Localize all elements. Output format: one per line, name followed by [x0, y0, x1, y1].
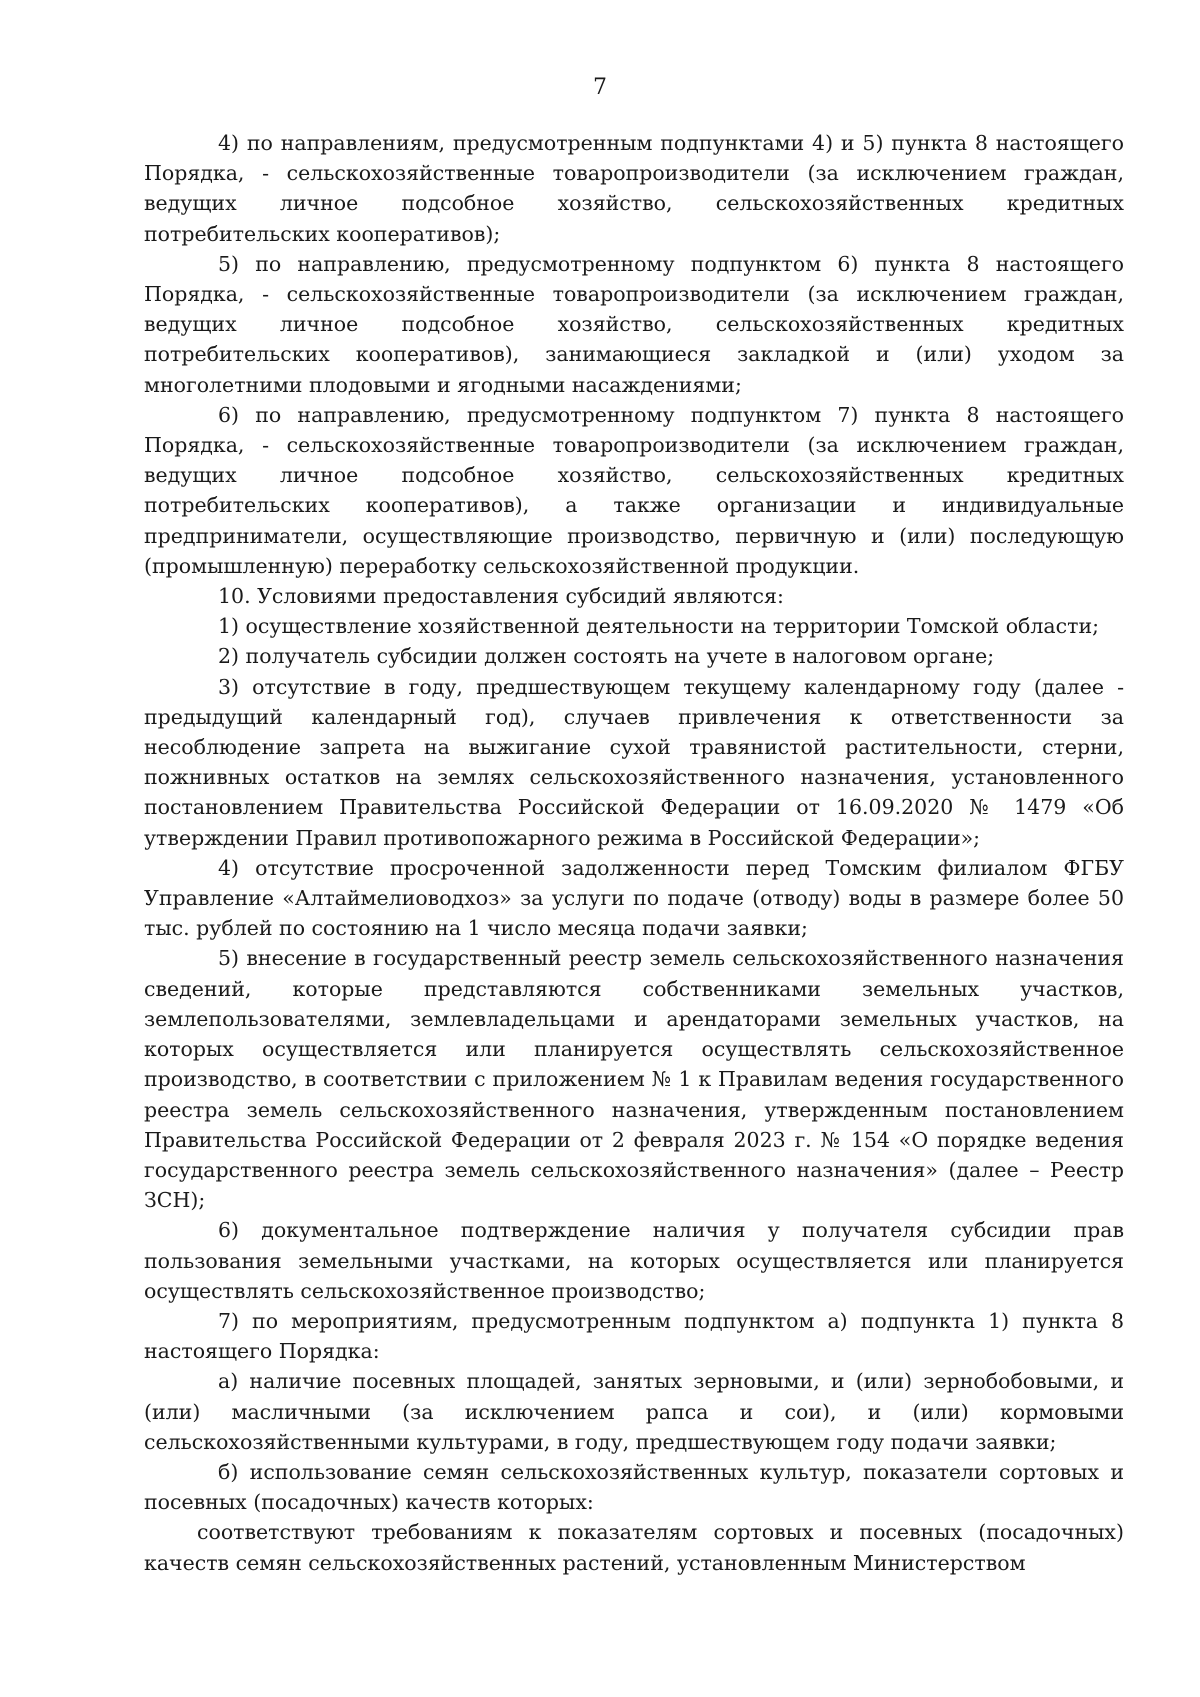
- condition-1: 1) осуществление хозяйственной деятельности на территории Томской области;: [218, 614, 1100, 639]
- condition-7-a: а) наличие посевных площадей, занятых зерновыми, и (или) зернобобовыми, и (или) масличными (за исключением рапса и сои), и (или) кормовыми сельскохозяйственными культурами, в году, предшествующем году подачи заявки;: [144, 1369, 1124, 1454]
- paragraph-6-recipients: 6) по направлению, предусмотренному подпунктом 7) пункта 8 настоящего Порядка, - сельскохозяйственные товаропроизводители (за исключением граждан, ведущих личное подсобное хозяйство, сельскохозяйственных кредитных потребительских кооперативов), а также организации и индивидуальные предприниматели, осуществляющие производство, первичную и (или) последующую (промышленную) переработку сельскохозяйственной продукции.: [144, 402, 1124, 578]
- condition-6: 6) документальное подтверждение наличия у получателя субсидии прав пользования земельными участками, на которых осуществляется или планируется осуществлять сельскохозяйственное производство;: [144, 1218, 1124, 1303]
- condition-7-b-continuation: соответствуют требованиям к показателям сортовых и посевных (посадочных) качеств семян сельскохозяйственных растений, установленным Министерством: [144, 1520, 1124, 1575]
- section-10-heading: 10. Условиями предоставления субсидий являются:: [218, 584, 784, 609]
- condition-5: 5) внесение в государственный реестр земель сельскохозяйственного назначения сведений, которые представляются собственниками земельных участков, землепользователями, землевладельцами и арендаторами земельных участков, на которых осуществляется или планируется осуществлять сельскохозяйственное производство, в соответствии с приложением № 1 к Правилам ведения государственного реестра земель сельскохозяйственного назначения, утвержденным постановлением Правительства Российской Федерации от 2 февраля 2023 г. № 154 «О порядке ведения государственного реестра земель сельскохозяйственного назначения» (далее – Реестр ЗСН);: [144, 946, 1124, 1213]
- condition-4: 4) отсутствие просроченной задолженности перед Томским филиалом ФГБУ Управление «Алтаймелиоводхоз» за услуги по подаче (отводу) воды в размере более 50 тыс. рублей по состоянию на 1 число месяца подачи заявки;: [144, 855, 1124, 941]
- condition-2: 2) получатель субсидии должен состоять на учете в налоговом органе;: [218, 644, 995, 669]
- paragraph-5-recipients: 5) по направлению, предусмотренному подпунктом 6) пункта 8 настоящего Порядка, - сельскохозяйственные товаропроизводители (за исключением граждан, ведущих личное подсобное хозяйство, сельскохозяйственных кредитных потребительских кооперативов), занимающиеся закладкой и (или) уходом за многолетними плодовыми и ягодными насаждениями;: [144, 251, 1124, 397]
- document-body: [144, 128, 1124, 1578]
- condition-7-b: б) использование семян сельскохозяйственных культур, показатели сортовых и посевных (посадочных) качеств которых:: [144, 1459, 1124, 1515]
- paragraph-4-recipients: 4) по направлениям, предусмотренным подпунктами 4) и 5) пункта 8 настоящего Порядка, - сельскохозяйственные товаропроизводители (за исключением граждан, ведущих личное подсобное хозяйство, сельскохозяйственных кредитных потребительских кооперативов);: [144, 131, 1124, 246]
- condition-3: 3) отсутствие в году, предшествующем текущему календарному году (далее - предыдущий календарный год), случаев привлечения к ответственности за несоблюдение запрета на выжигание сухой травянистой растительности, стерни, пожнивных остатков на землях сельскохозяйственного назначения, установленного постановлением Правительства Российской Федерации от 16.09.2020 № 1479 «Об утверждении Правил противопожарного режима в Российской Федерации»;: [144, 674, 1124, 850]
- page-number: 7: [593, 75, 607, 100]
- condition-7: 7) по мероприятиям, предусмотренным подпунктом а) подпункта 1) пункта 8 настоящего Порядка:: [144, 1308, 1124, 1364]
